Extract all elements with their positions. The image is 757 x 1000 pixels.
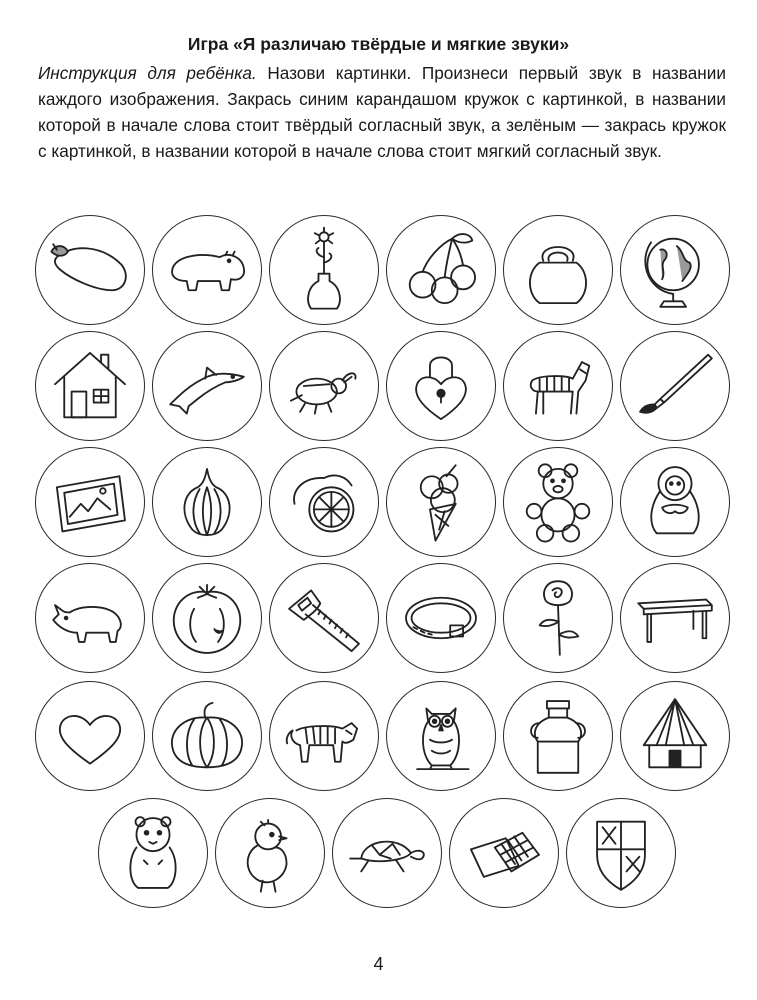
picture-circle[interactable] — [269, 331, 379, 441]
chick-icon — [224, 807, 316, 899]
picture-circle[interactable] — [620, 563, 730, 673]
picture-circle[interactable] — [269, 563, 379, 673]
rose-icon — [512, 572, 604, 664]
picture-circle[interactable] — [152, 215, 262, 325]
picture-circle[interactable] — [152, 563, 262, 673]
picture-circle[interactable] — [386, 681, 496, 791]
shield-icon — [575, 807, 667, 899]
picture-circle[interactable] — [386, 563, 496, 673]
hut-icon — [629, 690, 721, 782]
picture-circle[interactable] — [503, 331, 613, 441]
picture-circle[interactable] — [269, 215, 379, 325]
heart-icon — [44, 690, 136, 782]
tiger-icon — [278, 690, 370, 782]
page-title: Игра «Я различаю твёрдые и мягкие звуки» — [187, 34, 570, 54]
picture-circle[interactable] — [35, 563, 145, 673]
picture-circle[interactable] — [620, 215, 730, 325]
cherries-icon — [395, 224, 487, 316]
zebra-icon — [512, 340, 604, 432]
instruction-lead: Инструкция для ребёнка. — [38, 63, 257, 83]
kettlebell-icon — [512, 224, 604, 316]
globe-icon — [629, 224, 721, 316]
saw-icon — [278, 572, 370, 664]
framed-picture-icon — [44, 456, 136, 548]
belt-icon — [395, 572, 487, 664]
dolphin-icon — [161, 340, 253, 432]
picture-circle[interactable] — [386, 447, 496, 557]
house-icon — [44, 340, 136, 432]
paintbrush-icon — [629, 340, 721, 432]
picture-circle[interactable] — [503, 563, 613, 673]
rhino-icon — [44, 572, 136, 664]
picture-circle[interactable] — [503, 681, 613, 791]
padlock-icon — [395, 340, 487, 432]
beetle-icon — [278, 340, 370, 432]
vase-icon — [278, 224, 370, 316]
tomato-icon — [161, 572, 253, 664]
milk-can-icon — [512, 690, 604, 782]
roly-poly-doll-icon — [629, 456, 721, 548]
eggplant-icon — [44, 224, 136, 316]
turtle-icon — [341, 807, 433, 899]
instruction-body: Назови картинки. Произнеси первый звук в названии каждого изображения. Закрась синим карандашом кружок с картинкой, в названии которой в начале слова стоит твёрдый согласный звук, а зелёным — закрась кружок с картинкой, в названии которой в начале слова стоит мягкий согласный звук. — [38, 63, 726, 161]
picture-circle[interactable] — [503, 447, 613, 557]
lemon-icon — [278, 456, 370, 548]
picture-circle[interactable] — [503, 215, 613, 325]
chocolate-icon — [458, 807, 550, 899]
picture-circle[interactable] — [35, 681, 145, 791]
picture-circle[interactable] — [269, 681, 379, 791]
picture-circle[interactable] — [620, 681, 730, 791]
teddy-bear-icon — [512, 456, 604, 548]
picture-circle[interactable] — [35, 331, 145, 441]
table-icon — [629, 572, 721, 664]
picture-circle[interactable] — [152, 681, 262, 791]
picture-circle[interactable] — [35, 215, 145, 325]
picture-circle[interactable] — [332, 798, 442, 908]
picture-circle[interactable] — [215, 798, 325, 908]
page-number: 4 — [373, 954, 384, 974]
onion-icon — [161, 456, 253, 548]
picture-circle[interactable] — [269, 447, 379, 557]
hamster-icon — [107, 807, 199, 899]
hippo-icon — [161, 224, 253, 316]
picture-circle[interactable] — [566, 798, 676, 908]
picture-circle[interactable] — [386, 215, 496, 325]
picture-circle[interactable] — [620, 447, 730, 557]
picture-circle[interactable] — [152, 447, 262, 557]
picture-circle[interactable] — [386, 331, 496, 441]
picture-circle[interactable] — [449, 798, 559, 908]
picture-circle[interactable] — [35, 447, 145, 557]
picture-circle[interactable] — [152, 331, 262, 441]
ice-cream-icon — [395, 456, 487, 548]
owl-icon — [395, 690, 487, 782]
pumpkin-icon — [161, 690, 253, 782]
picture-circle[interactable] — [98, 798, 208, 908]
picture-circle[interactable] — [620, 331, 730, 441]
